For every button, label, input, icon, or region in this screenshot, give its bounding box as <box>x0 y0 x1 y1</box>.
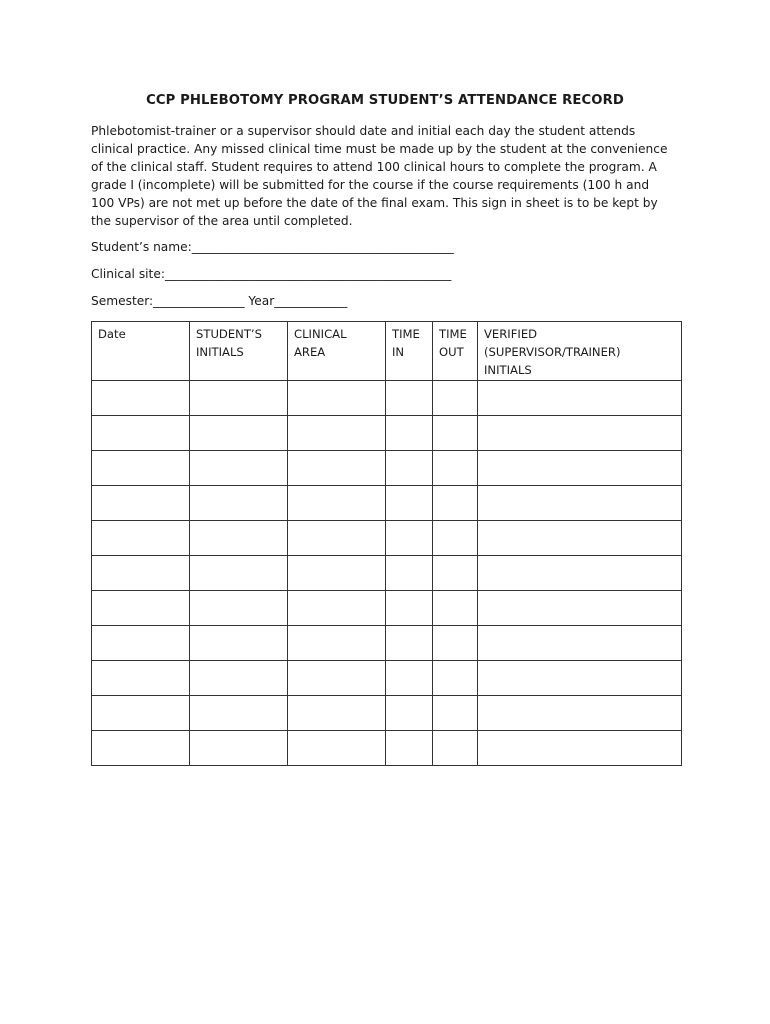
verified-initials-cell[interactable] <box>478 591 682 626</box>
verified-initials-cell[interactable] <box>478 731 682 766</box>
table-row <box>92 696 682 731</box>
time-in-cell[interactable] <box>386 591 433 626</box>
time-in-cell[interactable] <box>386 416 433 451</box>
verified-initials-cell[interactable] <box>478 486 682 521</box>
instructions-line: the supervisor of the area until completed. <box>91 214 353 228</box>
student-initials-cell[interactable] <box>190 486 288 521</box>
table-row <box>92 416 682 451</box>
time-in-cell[interactable] <box>386 731 433 766</box>
clinical-area-cell[interactable] <box>288 521 386 556</box>
time-out-cell[interactable] <box>433 626 478 661</box>
time-in-cell[interactable] <box>386 451 433 486</box>
table-row <box>92 591 682 626</box>
header-time-out: TIME OUT <box>433 322 478 381</box>
time-in-cell[interactable] <box>386 486 433 521</box>
verified-initials-cell[interactable] <box>478 416 682 451</box>
time-in-cell[interactable] <box>386 556 433 591</box>
date-cell[interactable] <box>92 521 190 556</box>
table-row <box>92 626 682 661</box>
time-out-cell[interactable] <box>433 486 478 521</box>
instructions-line: grade I (incomplete) will be submitted for the course if the course requirements (100 h and <box>91 178 650 192</box>
instructions-line: of the clinical staff. Student requires to attend 100 clinical hours to complete the program. A <box>91 160 657 174</box>
student-initials-cell[interactable] <box>190 661 288 696</box>
clinical-area-cell[interactable] <box>288 591 386 626</box>
date-cell[interactable] <box>92 486 190 521</box>
instructions-line: Phlebotomist-trainer or a supervisor should date and initial each day the student attends <box>91 124 636 138</box>
verified-initials-cell[interactable] <box>478 626 682 661</box>
verified-initials-cell[interactable] <box>478 556 682 591</box>
header-verified-initials: VERIFIED (SUPERVISOR/TRAINER) INITIALS <box>478 322 682 381</box>
time-out-cell[interactable] <box>433 521 478 556</box>
date-cell[interactable] <box>92 451 190 486</box>
clinical-area-cell[interactable] <box>288 556 386 591</box>
verified-initials-cell[interactable] <box>478 696 682 731</box>
student-name-field[interactable]: Student’s name:___________________________________________ <box>91 240 454 254</box>
header-student-initials: STUDENT’S INITIALS <box>190 322 288 381</box>
date-cell[interactable] <box>92 416 190 451</box>
clinical-area-cell[interactable] <box>288 661 386 696</box>
attendance-table <box>91 321 682 766</box>
table-header-row <box>92 322 682 381</box>
time-out-cell[interactable] <box>433 556 478 591</box>
table-row <box>92 381 682 416</box>
table-row <box>92 556 682 591</box>
student-initials-cell[interactable] <box>190 626 288 661</box>
clinical-area-cell[interactable] <box>288 381 386 416</box>
header-date: Date <box>92 322 190 381</box>
time-out-cell[interactable] <box>433 661 478 696</box>
time-in-cell[interactable] <box>386 381 433 416</box>
student-initials-cell[interactable] <box>190 696 288 731</box>
verified-initials-cell[interactable] <box>478 451 682 486</box>
student-initials-cell[interactable] <box>190 521 288 556</box>
student-initials-cell[interactable] <box>190 591 288 626</box>
clinical-area-cell[interactable] <box>288 626 386 661</box>
attendance-table-body <box>92 381 682 766</box>
date-cell[interactable] <box>92 556 190 591</box>
date-cell[interactable] <box>92 731 190 766</box>
student-initials-cell[interactable] <box>190 381 288 416</box>
instructions-line: 100 VPs) are not met up before the date of the final exam. This sign in sheet is to be kept by <box>91 196 658 210</box>
clinical-area-cell[interactable] <box>288 696 386 731</box>
clinical-area-cell[interactable] <box>288 486 386 521</box>
date-cell[interactable] <box>92 626 190 661</box>
time-out-cell[interactable] <box>433 731 478 766</box>
clinical-site-field[interactable]: Clinical site:_______________________________________________ <box>91 267 452 281</box>
table-row <box>92 731 682 766</box>
time-out-cell[interactable] <box>433 591 478 626</box>
date-cell[interactable] <box>92 696 190 731</box>
header-time-in: TIME IN <box>386 322 433 381</box>
time-in-cell[interactable] <box>386 626 433 661</box>
table-row <box>92 451 682 486</box>
verified-initials-cell[interactable] <box>478 521 682 556</box>
date-cell[interactable] <box>92 661 190 696</box>
time-out-cell[interactable] <box>433 381 478 416</box>
instructions-paragraph <box>91 122 691 230</box>
time-out-cell[interactable] <box>433 416 478 451</box>
instructions-line: clinical practice. Any missed clinical time must be made up by the student at the convenience <box>91 142 668 156</box>
student-initials-cell[interactable] <box>190 731 288 766</box>
time-out-cell[interactable] <box>433 451 478 486</box>
time-in-cell[interactable] <box>386 696 433 731</box>
clinical-area-cell[interactable] <box>288 451 386 486</box>
semester-year-field[interactable]: Semester:_______________ Year____________ <box>91 294 348 308</box>
student-initials-cell[interactable] <box>190 451 288 486</box>
verified-initials-cell[interactable] <box>478 661 682 696</box>
date-cell[interactable] <box>92 381 190 416</box>
time-in-cell[interactable] <box>386 521 433 556</box>
table-row <box>92 521 682 556</box>
student-initials-cell[interactable] <box>190 556 288 591</box>
clinical-area-cell[interactable] <box>288 731 386 766</box>
time-out-cell[interactable] <box>433 696 478 731</box>
header-clinical-area: CLINICAL AREA <box>288 322 386 381</box>
clinical-area-cell[interactable] <box>288 416 386 451</box>
verified-initials-cell[interactable] <box>478 381 682 416</box>
time-in-cell[interactable] <box>386 661 433 696</box>
table-row <box>92 661 682 696</box>
document-title: CCP PHLEBOTOMY PROGRAM STUDENT’S ATTENDANCE RECORD <box>146 93 624 108</box>
student-initials-cell[interactable] <box>190 416 288 451</box>
date-cell[interactable] <box>92 591 190 626</box>
table-row <box>92 486 682 521</box>
